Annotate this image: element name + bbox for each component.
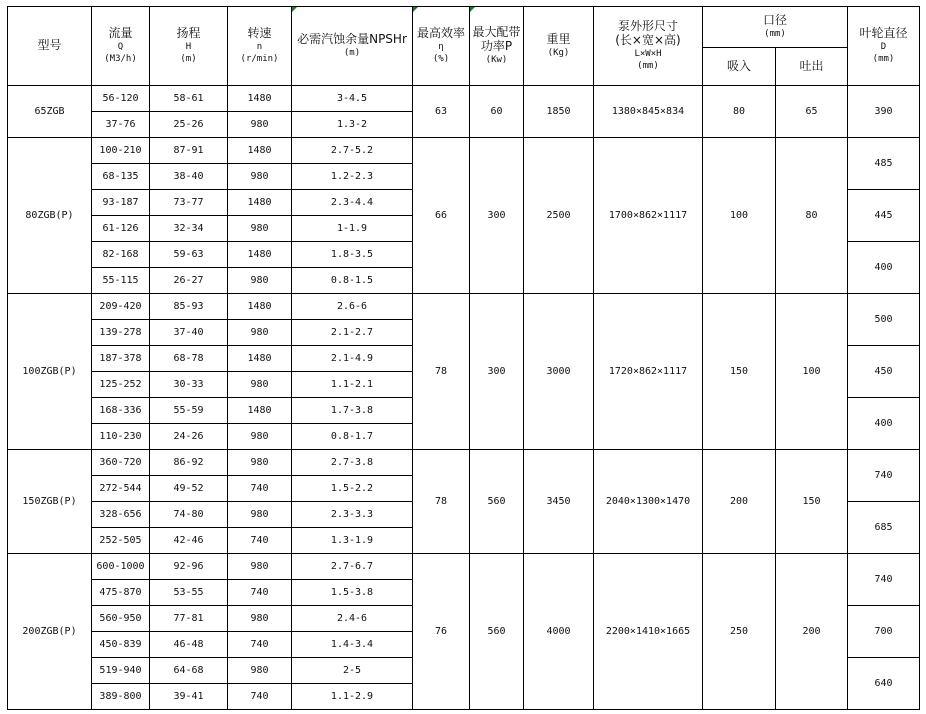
npsh-cell: 2.3-3.3 xyxy=(292,502,413,528)
flow-cell: 272-544 xyxy=(92,476,150,502)
discharge-cell: 80 xyxy=(776,138,848,294)
speed-cell: 980 xyxy=(228,606,292,632)
power-cell: 300 xyxy=(470,138,524,294)
head-cell: 24-26 xyxy=(150,424,228,450)
head-cell: 38-40 xyxy=(150,164,228,190)
table-row xyxy=(8,554,920,580)
header-impeller: 叶轮直径 D (mm) xyxy=(848,7,920,86)
npsh-cell: 2.7-6.7 xyxy=(292,554,413,580)
power-cell: 560 xyxy=(470,450,524,554)
table-row xyxy=(8,450,920,476)
head-cell: 73-77 xyxy=(150,190,228,216)
speed-cell: 740 xyxy=(228,632,292,658)
flow-cell: 110-230 xyxy=(92,424,150,450)
pump-spec-table xyxy=(7,6,920,710)
suction-cell: 200 xyxy=(703,450,776,554)
flow-cell: 168-336 xyxy=(92,398,150,424)
flow-cell: 475-870 xyxy=(92,580,150,606)
speed-cell: 980 xyxy=(228,658,292,684)
head-cell: 25-26 xyxy=(150,112,228,138)
npsh-cell: 1.1-2.1 xyxy=(292,372,413,398)
head-cell: 68-78 xyxy=(150,346,228,372)
npsh-cell: 2.1-2.7 xyxy=(292,320,413,346)
dimensions-cell: 2200×1410×1665 xyxy=(594,554,703,710)
speed-cell: 740 xyxy=(228,684,292,710)
head-cell: 30-33 xyxy=(150,372,228,398)
header-caliber: 口径 (mm) xyxy=(703,7,848,48)
speed-cell: 1480 xyxy=(228,138,292,164)
npsh-cell: 1.3-1.9 xyxy=(292,528,413,554)
model-cell: 100ZGB(P) xyxy=(8,294,92,450)
table-header xyxy=(8,7,920,86)
flow-cell: 450-839 xyxy=(92,632,150,658)
head-cell: 39-41 xyxy=(150,684,228,710)
npsh-cell: 0.8-1.5 xyxy=(292,268,413,294)
discharge-cell: 65 xyxy=(776,86,848,138)
dimensions-cell: 2040×1300×1470 xyxy=(594,450,703,554)
flow-cell: 328-656 xyxy=(92,502,150,528)
head-cell: 85-93 xyxy=(150,294,228,320)
impeller-cell: 400 xyxy=(848,398,920,450)
weight-cell: 3450 xyxy=(524,450,594,554)
head-cell: 58-61 xyxy=(150,86,228,112)
efficiency-cell: 63 xyxy=(413,86,470,138)
dimensions-cell: 1380×845×834 xyxy=(594,86,703,138)
speed-cell: 980 xyxy=(228,372,292,398)
speed-cell: 1480 xyxy=(228,398,292,424)
npsh-cell: 1.5-3.8 xyxy=(292,580,413,606)
npsh-cell: 2-5 xyxy=(292,658,413,684)
speed-cell: 740 xyxy=(228,528,292,554)
header-speed: 转速 n (r/min) xyxy=(228,7,292,86)
speed-cell: 1480 xyxy=(228,86,292,112)
head-cell: 37-40 xyxy=(150,320,228,346)
header-suction: 吸入 xyxy=(703,48,776,86)
header-dimensions: 泵外形尺寸 (长×宽×高) L×W×H (mm) xyxy=(594,7,703,86)
impeller-cell: 640 xyxy=(848,658,920,710)
npsh-cell: 2.7-3.8 xyxy=(292,450,413,476)
impeller-cell: 685 xyxy=(848,502,920,554)
table-row xyxy=(8,294,920,320)
flow-cell: 125-252 xyxy=(92,372,150,398)
speed-cell: 980 xyxy=(228,164,292,190)
npsh-cell: 2.6-6 xyxy=(292,294,413,320)
head-cell: 53-55 xyxy=(150,580,228,606)
speed-cell: 1480 xyxy=(228,346,292,372)
speed-cell: 1480 xyxy=(228,190,292,216)
npsh-cell: 1.7-3.8 xyxy=(292,398,413,424)
impeller-cell: 450 xyxy=(848,346,920,398)
efficiency-cell: 78 xyxy=(413,450,470,554)
impeller-cell: 485 xyxy=(848,138,920,190)
npsh-cell: 2.1-4.9 xyxy=(292,346,413,372)
power-cell: 300 xyxy=(470,294,524,450)
npsh-cell: 1-1.9 xyxy=(292,216,413,242)
npsh-cell: 2.4-6 xyxy=(292,606,413,632)
head-cell: 32-34 xyxy=(150,216,228,242)
speed-cell: 740 xyxy=(228,476,292,502)
flow-cell: 560-950 xyxy=(92,606,150,632)
power-cell: 60 xyxy=(470,86,524,138)
npsh-cell: 0.8-1.7 xyxy=(292,424,413,450)
impeller-cell: 445 xyxy=(848,190,920,242)
suction-cell: 250 xyxy=(703,554,776,710)
flow-cell: 252-505 xyxy=(92,528,150,554)
npsh-cell: 1.3-2 xyxy=(292,112,413,138)
head-cell: 64-68 xyxy=(150,658,228,684)
flow-cell: 209-420 xyxy=(92,294,150,320)
flow-cell: 519-940 xyxy=(92,658,150,684)
weight-cell: 3000 xyxy=(524,294,594,450)
header-efficiency: 最高效率 η (%) xyxy=(413,7,470,86)
npsh-cell: 1.1-2.9 xyxy=(292,684,413,710)
model-cell: 80ZGB(P) xyxy=(8,138,92,294)
npsh-cell: 2.7-5.2 xyxy=(292,138,413,164)
weight-cell: 2500 xyxy=(524,138,594,294)
weight-cell: 4000 xyxy=(524,554,594,710)
speed-cell: 740 xyxy=(228,580,292,606)
flow-cell: 55-115 xyxy=(92,268,150,294)
suction-cell: 150 xyxy=(703,294,776,450)
npsh-cell: 3-4.5 xyxy=(292,86,413,112)
head-cell: 26-27 xyxy=(150,268,228,294)
speed-cell: 980 xyxy=(228,112,292,138)
npsh-cell: 1.4-3.4 xyxy=(292,632,413,658)
flow-cell: 68-135 xyxy=(92,164,150,190)
head-cell: 55-59 xyxy=(150,398,228,424)
dimensions-cell: 1700×862×1117 xyxy=(594,138,703,294)
header-power: 最大配带 功率P (Kw) xyxy=(470,7,524,86)
npsh-cell: 2.3-4.4 xyxy=(292,190,413,216)
header-flow: 流量 Q (M3/h) xyxy=(92,7,150,86)
table-row xyxy=(8,86,920,112)
model-cell: 65ZGB xyxy=(8,86,92,138)
flow-cell: 600-1000 xyxy=(92,554,150,580)
speed-cell: 980 xyxy=(228,424,292,450)
efficiency-cell: 78 xyxy=(413,294,470,450)
table-row xyxy=(8,138,920,164)
impeller-cell: 740 xyxy=(848,450,920,502)
flow-cell: 187-378 xyxy=(92,346,150,372)
head-cell: 46-48 xyxy=(150,632,228,658)
discharge-cell: 100 xyxy=(776,294,848,450)
impeller-cell: 740 xyxy=(848,554,920,606)
speed-cell: 980 xyxy=(228,216,292,242)
model-cell: 200ZGB(P) xyxy=(8,554,92,710)
flow-cell: 37-76 xyxy=(92,112,150,138)
npsh-cell: 1.8-3.5 xyxy=(292,242,413,268)
head-cell: 74-80 xyxy=(150,502,228,528)
model-cell: 150ZGB(P) xyxy=(8,450,92,554)
flow-cell: 389-800 xyxy=(92,684,150,710)
speed-cell: 980 xyxy=(228,320,292,346)
impeller-cell: 500 xyxy=(848,294,920,346)
flow-cell: 139-278 xyxy=(92,320,150,346)
impeller-cell: 400 xyxy=(848,242,920,294)
flow-cell: 100-210 xyxy=(92,138,150,164)
speed-cell: 980 xyxy=(228,450,292,476)
head-cell: 87-91 xyxy=(150,138,228,164)
speed-cell: 980 xyxy=(228,502,292,528)
weight-cell: 1850 xyxy=(524,86,594,138)
speed-cell: 980 xyxy=(228,554,292,580)
npsh-cell: 1.2-2.3 xyxy=(292,164,413,190)
head-cell: 86-92 xyxy=(150,450,228,476)
discharge-cell: 200 xyxy=(776,554,848,710)
head-cell: 42-46 xyxy=(150,528,228,554)
speed-cell: 1480 xyxy=(228,294,292,320)
efficiency-cell: 76 xyxy=(413,554,470,710)
impeller-cell: 390 xyxy=(848,86,920,138)
flow-cell: 93-187 xyxy=(92,190,150,216)
flow-cell: 56-120 xyxy=(92,86,150,112)
head-cell: 77-81 xyxy=(150,606,228,632)
flow-cell: 61-126 xyxy=(92,216,150,242)
discharge-cell: 150 xyxy=(776,450,848,554)
npsh-cell: 1.5-2.2 xyxy=(292,476,413,502)
flow-cell: 82-168 xyxy=(92,242,150,268)
suction-cell: 100 xyxy=(703,138,776,294)
head-cell: 92-96 xyxy=(150,554,228,580)
header-discharge: 吐出 xyxy=(776,48,848,86)
efficiency-cell: 66 xyxy=(413,138,470,294)
header-head: 扬程 H (m) xyxy=(150,7,228,86)
impeller-cell: 700 xyxy=(848,606,920,658)
table-body xyxy=(8,86,920,710)
speed-cell: 980 xyxy=(228,268,292,294)
head-cell: 49-52 xyxy=(150,476,228,502)
suction-cell: 80 xyxy=(703,86,776,138)
flow-cell: 360-720 xyxy=(92,450,150,476)
header-weight: 重里 (Kg) xyxy=(524,7,594,86)
head-cell: 59-63 xyxy=(150,242,228,268)
power-cell: 560 xyxy=(470,554,524,710)
header-npsh: 必需汽蚀余量NPSHr (m) xyxy=(292,7,413,86)
dimensions-cell: 1720×862×1117 xyxy=(594,294,703,450)
speed-cell: 1480 xyxy=(228,242,292,268)
header-model: 型号 xyxy=(8,7,92,86)
